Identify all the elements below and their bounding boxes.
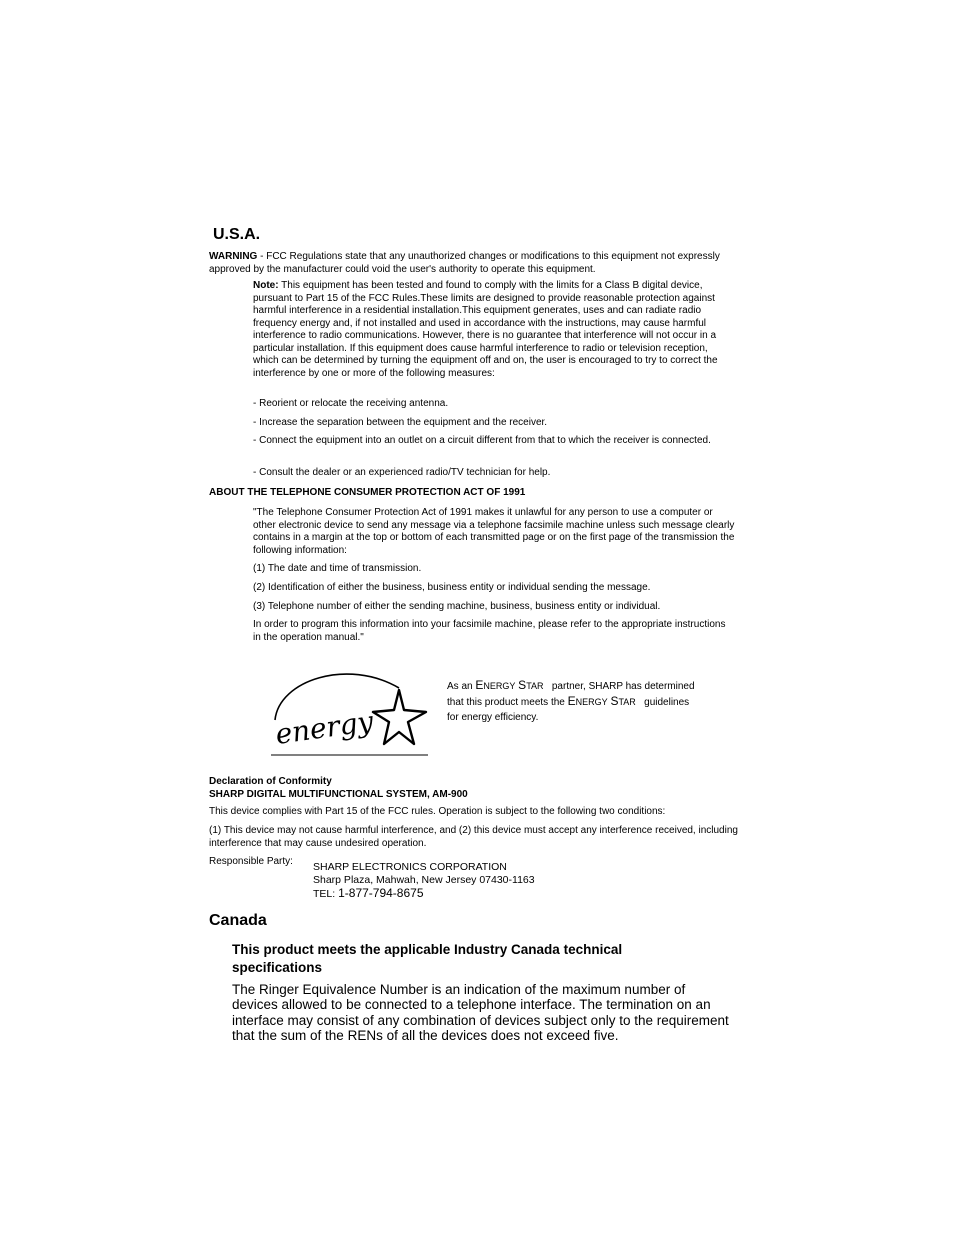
tcpa-intro: "The Telephone Consumer Protection Act of 1991 makes it unlawful for any person to use a computer or other electronic device to send any message via a telephone facsimile machine unless such message clearly contains in a margin at the top or bottom of each transmitted page or on the first page of the transmission the following information: [253, 507, 735, 556]
declaration-product: SHARP DIGITAL MULTIFUNCTIONAL SYSTEM, AM-900 [209, 789, 468, 800]
tcpa-item: (1) The date and time of transmission. [253, 563, 422, 574]
canada-heading: Canada [209, 912, 267, 929]
declaration-heading [209, 775, 468, 801]
company-address: Sharp Plaza, Mahwah, New Jersey 07430-1163 [313, 874, 535, 886]
canada-subheading: This product meets the applicable Industry Canada technical specifications [232, 942, 623, 975]
measure-item: - Reorient or relocate the receiving antenna. [253, 398, 449, 409]
energy-line-1: As an ENERGY STAR partner, SHARP has determined [447, 678, 695, 692]
canada-body: The Ringer Equivalence Number is an indication of the maximum number of devices allowed to be connected to a telephone interface. The termination on an interface may consist of any combination of devices subject only to the requirement that the sum of the RENs of all the devices does not exceed five. [232, 982, 729, 1043]
measure-item: - Consult the dealer or an experienced radio/TV technician for help. [253, 467, 551, 478]
energy-line-2: that this product meets the ENERGY STAR guidelines [447, 694, 690, 708]
responsible-party-info [313, 861, 535, 901]
fcc-warning [209, 251, 739, 276]
note-label: Note: [253, 280, 279, 291]
warning-label: WARNING [209, 251, 258, 262]
energy-logo-word: energy [273, 704, 376, 751]
tcpa-item: (2) Identification of either the business, business entity or individual sending the message. [253, 582, 651, 593]
responsible-party-label: Responsible Party: [209, 856, 293, 867]
note-text: This equipment has been tested and found to comply with the limits for a Class B digital device, pursuant to Part 15 of the FCC Rules.These limits are designed to provide reasonable protection against harmful interference in a residential installation.This equipment generates, uses and can radiate radio frequency energy and, if not installed and used in accordance with the instructions, may cause harmful interference to radio communications. However, there is no guarantee that interference will not occur in a particular installation. If this equipment does cause harmful interference to radio or television reception, which can be determined by turning the equipment off and on, the user is encouraged to try to correct the interference by one or more of the following measures: [253, 280, 718, 379]
declaration-comply-1: This device complies with Part 15 of the FCC rules. Operation is subject to the following two conditions: [209, 806, 666, 817]
energy-star-statement [447, 678, 737, 725]
tcpa-item: (3) Telephone number of either the sending machine, business, business entity or individual. [253, 601, 661, 612]
energy-line-3: for energy efficiency. [447, 712, 539, 723]
measure-item: - Connect the equipment into an outlet on a circuit different from that to which the receiver is connected. [253, 435, 711, 446]
declaration-comply-2: (1) This device may not cause harmful interference, and (2) this device must accept any interference received, including interference that may cause undesired operation. [209, 825, 738, 849]
tcpa-heading: ABOUT THE TELEPHONE CONSUMER PROTECTION ACT OF 1991 [209, 487, 526, 498]
warning-text: - FCC Regulations state that any unauthorized changes or modifications to this equipment not expressly approved by the manufacturer could void the user's authority to operate this equipment. [209, 251, 720, 275]
measure-item: - Increase the separation between the equipment and the receiver. [253, 417, 548, 428]
company-tel: TEL: 1-877-794-8675 [313, 886, 424, 900]
energy-star-logo [263, 662, 433, 758]
usa-heading: U.S.A. [213, 226, 261, 243]
energy-star-logo-icon [263, 662, 433, 758]
tcpa-closing: In order to program this information into your facsimile machine, please refer to the appropriate instructions in the operation manual." [253, 619, 726, 643]
company-name: SHARP ELECTRONICS CORPORATION [313, 861, 507, 873]
tel-number: 1-877-794-8675 [338, 886, 424, 900]
declaration-title: Declaration of Conformity [209, 776, 332, 787]
fcc-note [253, 280, 735, 380]
